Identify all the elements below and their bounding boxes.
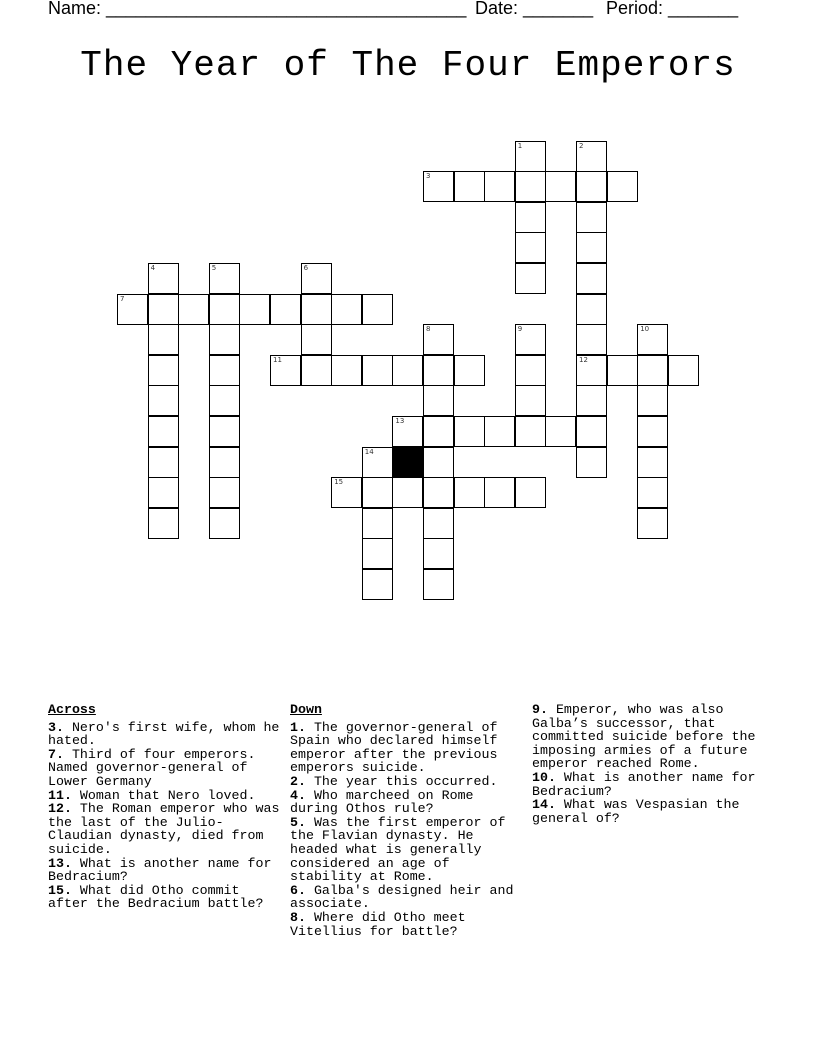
clue-number: 2 [579, 141, 584, 150]
clue-number: 9. [532, 702, 548, 717]
crossword-cell[interactable] [423, 171, 454, 202]
crossword-cell[interactable] [148, 263, 179, 294]
crossword-cell[interactable] [637, 324, 668, 355]
clue-number: 12. [48, 801, 72, 817]
crossword-cell[interactable] [301, 355, 332, 386]
clue-text: Was the first emperor of the Flavian dynasty. He headed what is generally considered an age of stability at Rome. [290, 814, 506, 885]
crossword-cell[interactable] [637, 355, 668, 386]
clue-item [48, 721, 284, 748]
crossword-cell[interactable] [148, 294, 179, 325]
crossword-cell[interactable] [209, 355, 240, 386]
clue-text: Third of four emperors. Named governor-general of Lower Germany [48, 746, 256, 789]
clue-number: 11 [273, 355, 282, 364]
crossword-cell[interactable] [484, 416, 515, 447]
crossword-cell[interactable] [515, 171, 546, 202]
clue-number: 5. [290, 814, 306, 830]
crossword-cell[interactable] [209, 508, 240, 539]
crossword-cell[interactable] [209, 294, 240, 325]
down-heading: Down [290, 702, 322, 717]
down-clues-continued [532, 703, 768, 825]
crossword-cell[interactable] [515, 385, 546, 416]
across-clue-list [48, 721, 284, 911]
crossword-cell[interactable] [392, 416, 423, 447]
crossword-cell[interactable] [362, 538, 393, 569]
clue-number: 15. [48, 882, 72, 898]
period-field-label: Period: _______ [606, 0, 739, 18]
clue-text: The year this occurred. [305, 773, 498, 789]
crossword-cell[interactable] [148, 416, 179, 447]
clue-number: 10 [640, 325, 650, 334]
clue-item [290, 911, 518, 938]
clue-number: 7 [120, 294, 125, 303]
clue-number: 1. [290, 719, 306, 735]
crossword-cell[interactable] [484, 171, 515, 202]
down-clue-list [290, 721, 518, 939]
crossword-cell[interactable] [515, 263, 546, 294]
clue-item [532, 771, 768, 798]
crossword-cell[interactable] [576, 385, 607, 416]
crossword-cell[interactable] [423, 447, 454, 478]
crossword-cell[interactable] [576, 447, 607, 478]
clue-number: 1 [517, 141, 523, 150]
crossword-cell[interactable] [576, 263, 607, 294]
clue-number: 8. [290, 909, 306, 925]
crossword-cell[interactable] [545, 416, 576, 447]
crossword-cell[interactable] [515, 416, 546, 447]
crossword-cell[interactable] [454, 477, 485, 508]
down-clues [290, 703, 518, 938]
crossword-cell[interactable] [362, 477, 393, 508]
clue-item [48, 802, 284, 856]
crossword-cell[interactable] [331, 294, 362, 325]
crossword-cell[interactable] [148, 447, 179, 478]
crossword-cell[interactable] [423, 569, 454, 600]
clue-number: 5 [211, 264, 217, 272]
crossword-cell[interactable] [607, 355, 638, 386]
crossword-cell[interactable] [576, 355, 607, 386]
puzzle-title: The Year of The Four Emperors [80, 45, 736, 86]
crossword-cell[interactable] [239, 294, 270, 325]
clue-item [48, 857, 284, 884]
clue-number: 2. [290, 773, 306, 789]
crossword-cell[interactable] [362, 569, 393, 600]
clue-item [290, 816, 518, 884]
crossword-cell[interactable] [576, 324, 607, 355]
clue-text: Woman that Nero loved. [71, 787, 256, 803]
crossword-cell[interactable] [576, 232, 607, 263]
date-field-label: Date: _______ [475, 0, 594, 18]
clue-number: 3. [48, 719, 64, 735]
crossword-cell[interactable] [148, 385, 179, 416]
clue-number: 14 [364, 447, 374, 456]
crossword-cell[interactable] [637, 508, 668, 539]
clue-item [48, 748, 284, 789]
crossword-cell[interactable] [515, 141, 546, 172]
crossword-cell[interactable] [301, 263, 332, 294]
crossword-cell[interactable] [576, 141, 607, 172]
clue-item [48, 789, 284, 803]
crossword-cell[interactable] [423, 538, 454, 569]
clue-text: Nero's first wife, whom he hated. [48, 719, 280, 749]
crossword-cell[interactable] [637, 477, 668, 508]
crossword-cell[interactable] [301, 324, 332, 355]
crossword-cell[interactable] [362, 355, 393, 386]
clue-item [290, 721, 518, 775]
crossword-cell[interactable] [209, 385, 240, 416]
clue-number: 11. [48, 787, 72, 803]
crossword-cell[interactable] [148, 477, 179, 508]
crossword-cell[interactable] [117, 294, 148, 325]
crossword-cell[interactable] [637, 385, 668, 416]
crossword-cell[interactable] [209, 477, 240, 508]
crossword-cell[interactable] [515, 355, 546, 386]
clue-number: 7. [48, 746, 64, 762]
crossword-cell[interactable] [423, 324, 454, 355]
crossword-cell[interactable] [392, 477, 423, 508]
crossword-cell[interactable] [209, 263, 240, 294]
crossword-cell[interactable] [576, 416, 607, 447]
crossword-cell[interactable] [515, 202, 546, 233]
crossword-cell[interactable] [148, 324, 179, 355]
clue-number: 13 [395, 417, 405, 425]
clue-item [532, 798, 768, 825]
clue-number: 13. [48, 855, 72, 871]
blocked-cell [392, 447, 423, 478]
across-heading: Across [48, 702, 96, 717]
clue-item [48, 884, 284, 911]
clue-number: 15 [334, 478, 344, 487]
crossword-cell[interactable] [209, 416, 240, 447]
crossword-cell[interactable] [423, 508, 454, 539]
down-clue-list-continued [532, 703, 768, 825]
clue-number: 3 [426, 172, 431, 181]
crossword-cell[interactable] [362, 447, 393, 478]
crossword-cell[interactable] [423, 477, 454, 508]
crossword-cell[interactable] [515, 477, 546, 508]
crossword-cell[interactable] [423, 416, 454, 447]
crossword-cell[interactable] [454, 416, 485, 447]
crossword-cell[interactable] [178, 294, 209, 325]
crossword-cell[interactable] [576, 171, 607, 202]
clue-number: 6. [290, 882, 306, 898]
crossword-cell[interactable] [331, 355, 362, 386]
clue-item [290, 775, 518, 789]
crossword-cell[interactable] [209, 324, 240, 355]
clue-number: 9 [517, 325, 523, 334]
crossword-cell[interactable] [637, 416, 668, 447]
crossword-cell[interactable] [270, 355, 301, 386]
clue-number: 8 [426, 325, 431, 334]
clue-text: What was Vespasian the general of? [532, 797, 740, 826]
crossword-cell[interactable] [423, 355, 454, 386]
clue-text: What is another name for Bedracium? [48, 855, 272, 885]
crossword-cell[interactable] [607, 171, 638, 202]
crossword-cell[interactable] [576, 294, 607, 325]
crossword-cell[interactable] [301, 294, 332, 325]
clue-number: 6 [303, 264, 309, 272]
clue-number: 12 [579, 355, 588, 364]
across-clues [48, 703, 284, 911]
clue-item [532, 703, 768, 771]
clue-number: 10. [532, 769, 556, 785]
clue-item [290, 789, 518, 816]
clue-text: Who marcheed on Rome during Othos rule? [290, 787, 474, 817]
crossword-cell[interactable] [454, 171, 485, 202]
crossword-cell[interactable] [423, 385, 454, 416]
crossword-cell[interactable] [515, 232, 546, 263]
crossword-cell[interactable] [362, 294, 393, 325]
clue-text: The governor-general of Spain who declared himself emperor after the previous emperors suicide. [290, 719, 498, 776]
crossword-cell[interactable] [545, 171, 576, 202]
crossword-cell[interactable] [362, 508, 393, 539]
clue-text: Galba's designed heir and associate. [290, 882, 514, 912]
crossword-cell[interactable] [392, 355, 423, 386]
clue-item [290, 884, 518, 911]
clue-text: Emperor, who was also Galba’s successor, that committed suicide before the imposing armies of a future emperor reached Rome. [532, 702, 756, 772]
crossword-cell[interactable] [331, 477, 362, 508]
clue-number: 4 [150, 264, 156, 272]
crossword-cell[interactable] [270, 294, 301, 325]
clue-number: 14. [532, 797, 556, 813]
clue-text: What is another name for Bedracium? [532, 769, 756, 799]
crossword-cell[interactable] [148, 508, 179, 539]
crossword-cell[interactable] [668, 355, 699, 386]
crossword-cell[interactable] [515, 324, 546, 355]
crossword-cell[interactable] [637, 447, 668, 478]
crossword-cell[interactable] [576, 202, 607, 233]
crossword-cell[interactable] [148, 355, 179, 386]
crossword-cell[interactable] [484, 477, 515, 508]
crossword-cell[interactable] [454, 355, 485, 386]
clue-text: What did Otho commit after the Bedracium battle? [48, 882, 264, 912]
clue-number: 4. [290, 787, 306, 803]
clue-text: The Roman emperor who was the last of the Julio-Claudian dynasty, died from suicide. [48, 801, 280, 857]
name-field-label: Name: ____________________________________ [48, 0, 467, 18]
clue-text: Where did Otho meet Vitellius for battle? [290, 909, 466, 939]
crossword-cell[interactable] [209, 447, 240, 478]
